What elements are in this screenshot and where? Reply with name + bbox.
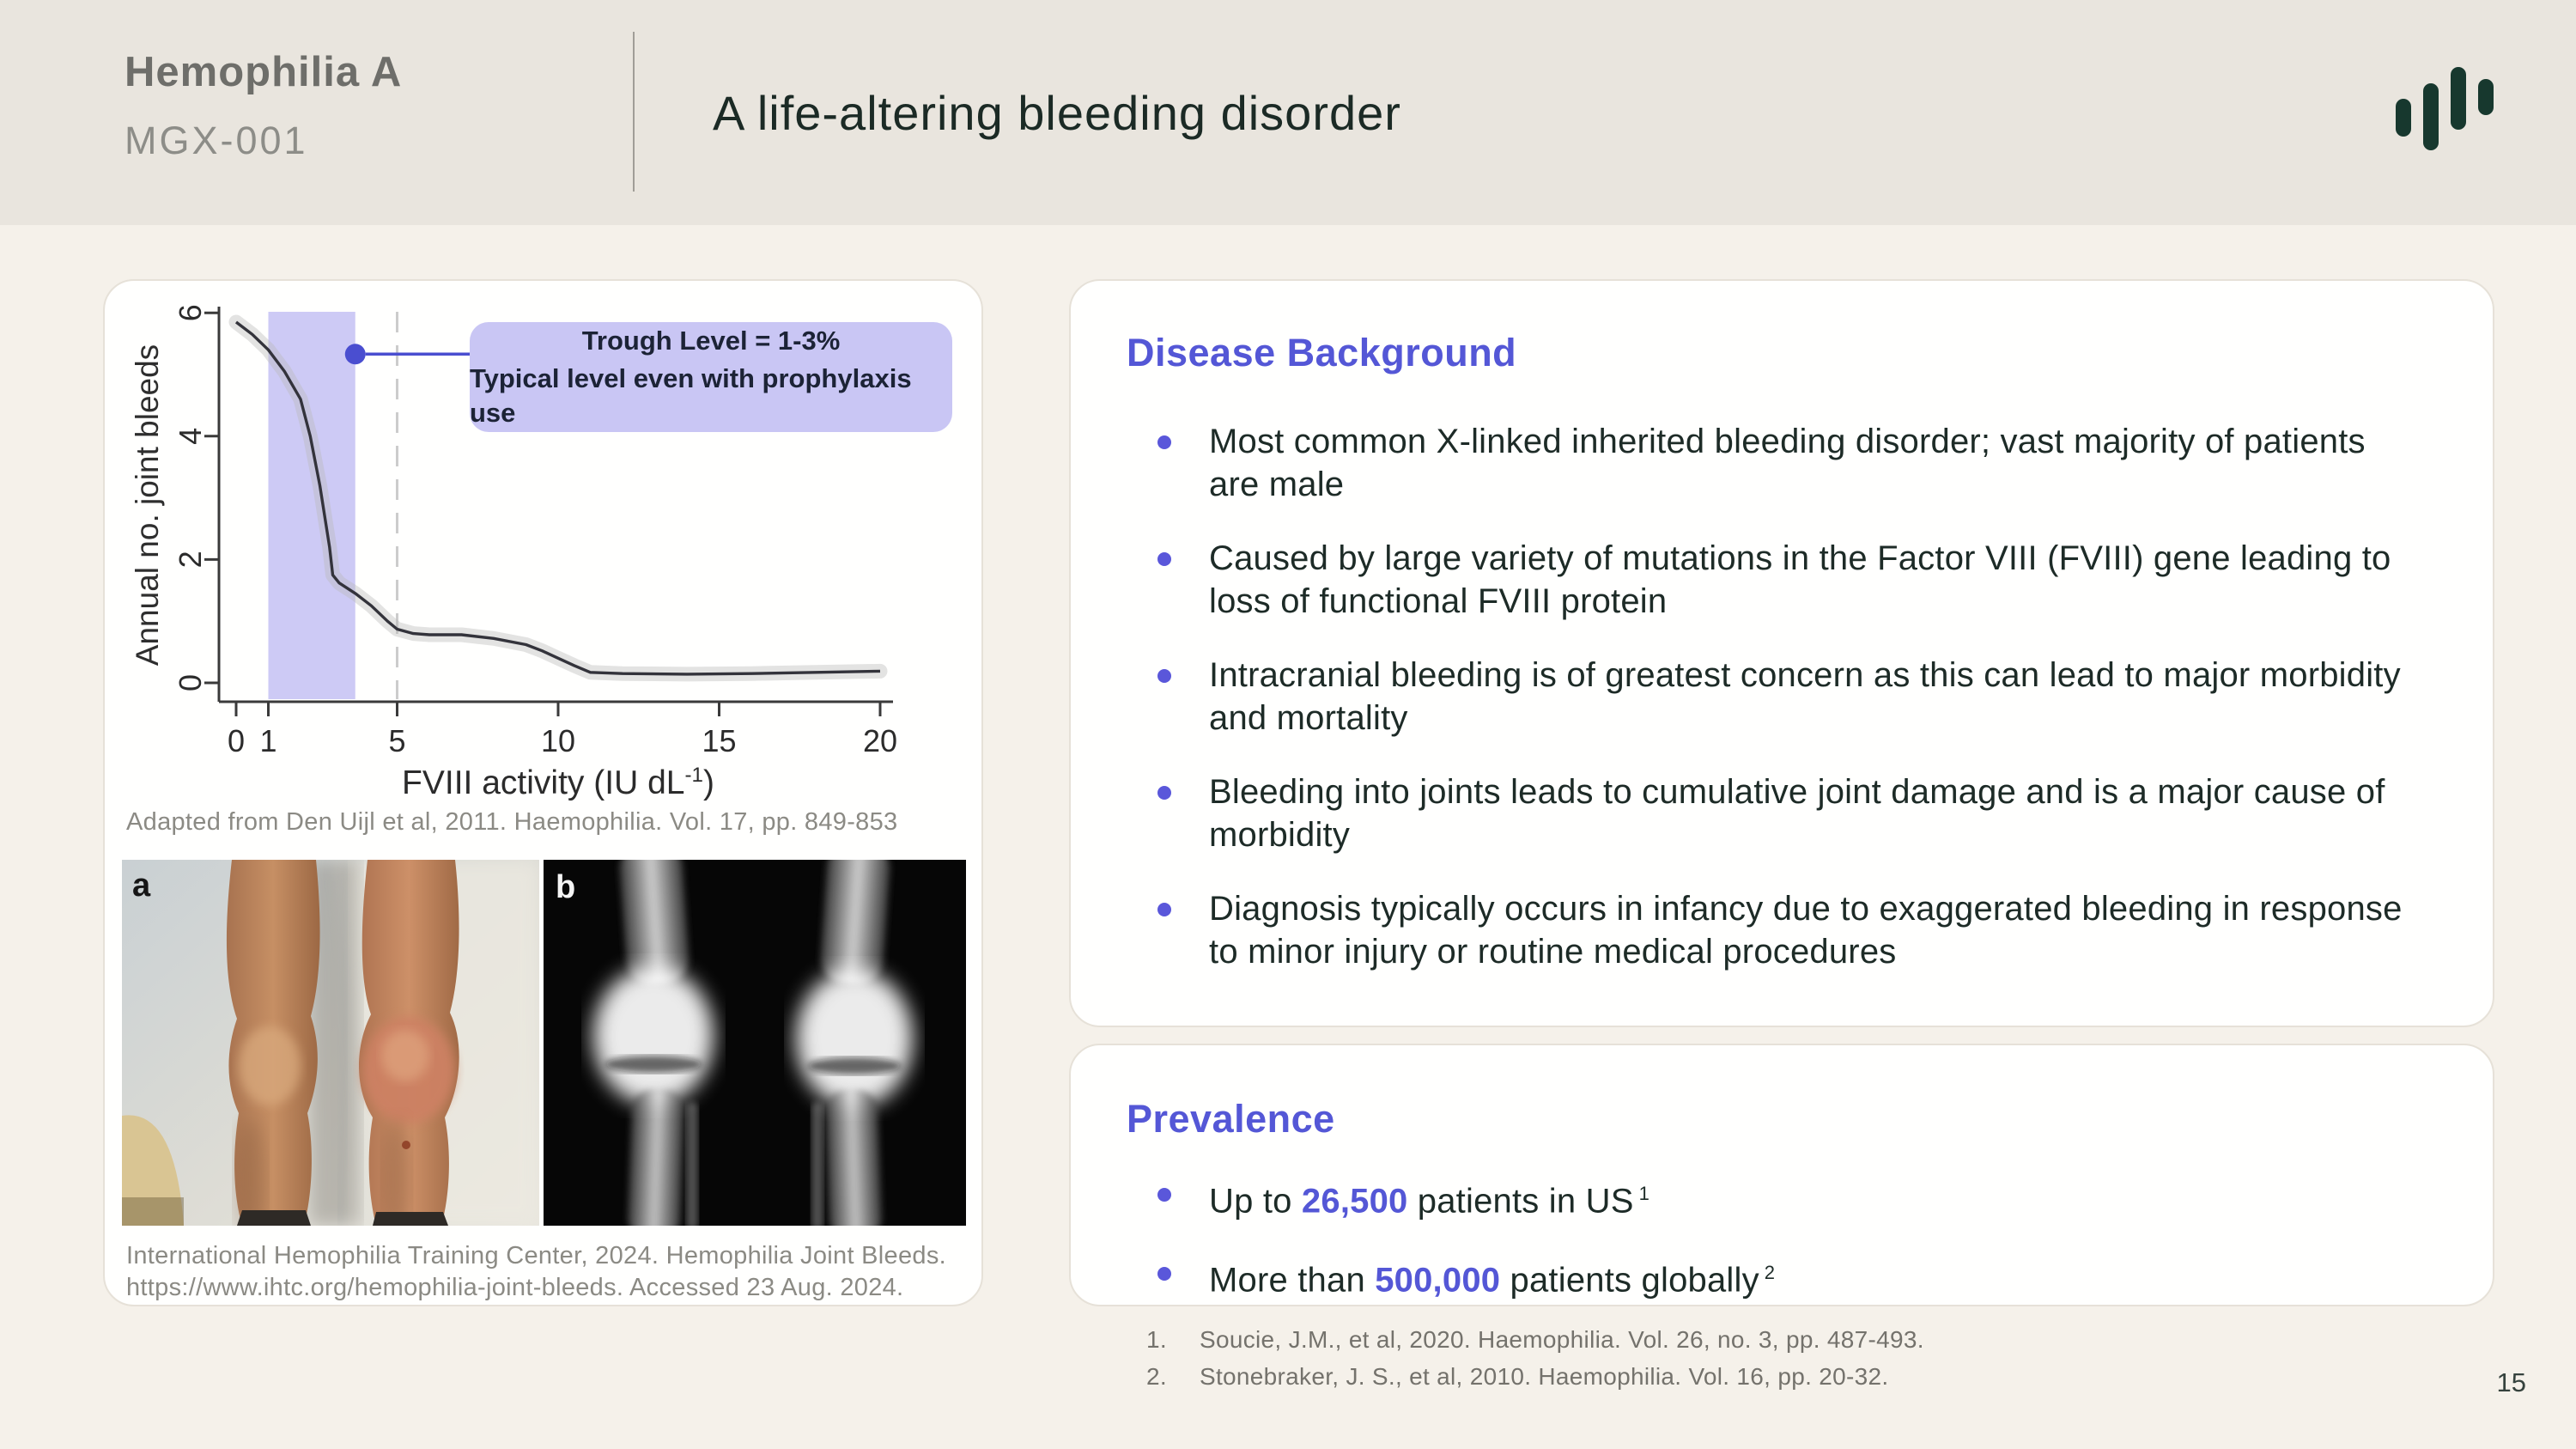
disease-background-list (1127, 420, 2433, 973)
svg-text:15: 15 (702, 723, 737, 758)
bullet-dot-icon (1157, 1188, 1171, 1202)
callout-line2: Typical level even with prophylaxis use (470, 363, 912, 428)
list-item (1127, 420, 2433, 506)
stat-prefix: More than (1209, 1261, 1376, 1300)
stat-prefix: Up to (1209, 1182, 1302, 1221)
company-logo-icon (2394, 67, 2502, 161)
chart-card (103, 279, 983, 1306)
svg-text:6: 6 (173, 304, 208, 322)
footnotes (1146, 1326, 1924, 1400)
prevalence-heading: Prevalence (1127, 1097, 1335, 1141)
footnote-row (1146, 1326, 1924, 1354)
footnote-number: 1. (1146, 1326, 1167, 1353)
bullet-text: Intracranial bleeding is of greatest concern as this can lead to major morbidity and mortality (1209, 656, 2401, 737)
trough-level-callout (470, 322, 952, 432)
image-source-line1: International Hemophilia Training Center, 2024. Hemophilia Joint Bleeds. (126, 1242, 946, 1269)
bullet-dot-icon (1157, 1267, 1171, 1281)
bullet-dot-icon (1157, 786, 1171, 800)
header-divider (633, 32, 635, 192)
image-a-label: a (132, 868, 151, 904)
bullet-text: Caused by large variety of mutations in the Factor VIII (FVIII) gene leading to loss of functional FVIII protein (1209, 539, 2391, 620)
bullet-dot-icon (1157, 669, 1171, 683)
annotation-dot (345, 344, 366, 364)
product-name: Hemophilia A (125, 49, 403, 95)
svg-text:20: 20 (862, 723, 898, 758)
svg-text:0: 0 (227, 723, 246, 758)
list-item (1127, 770, 2433, 856)
stat-value: 500,000 (1375, 1261, 1501, 1300)
bullet-dot-icon (1157, 435, 1171, 449)
svg-text:1: 1 (259, 723, 277, 758)
footnote-row (1146, 1363, 1924, 1391)
slide-title: A life-altering bleeding disorder (713, 85, 1401, 140)
svg-text:5: 5 (388, 723, 406, 758)
bullet-text: Most common X-linked inherited bleeding disorder; vast majority of patients are male (1209, 423, 2366, 503)
list-item (1127, 887, 2433, 973)
image-source-line2: https://www.ihtc.org/hemophilia-joint-bleeds. Accessed 23 Aug. 2024. (126, 1274, 904, 1301)
bullet-text: Diagnosis typically occurs in infancy due to exaggerated bleeding in response to minor injury or routine medical procedures (1209, 890, 2403, 971)
disease-background-card (1069, 279, 2494, 1027)
svg-text:4: 4 (173, 427, 208, 445)
header-band (0, 0, 2576, 225)
joint-bleeds-chart (105, 281, 985, 801)
footnote-marker: 1 (1638, 1183, 1650, 1204)
y-axis-title: Annual no. joint bleeds (130, 344, 165, 667)
list-item (1127, 1172, 2433, 1222)
stat-suffix: patients globally (1500, 1261, 1759, 1300)
image-b-label: b (556, 869, 576, 905)
prevalence-list (1127, 1172, 2433, 1302)
bullet-text: Bleeding into joints leads to cumulative joint damage and is a major cause of morbidity (1209, 773, 2385, 854)
bullet-text (1209, 1251, 1775, 1301)
footnote-number: 2. (1146, 1363, 1167, 1390)
stat-suffix: patients in US (1407, 1182, 1634, 1221)
x-axis-ticks (228, 702, 897, 758)
callout-line1: Trough Level = 1-3% (581, 326, 841, 356)
svg-text:10: 10 (540, 723, 576, 758)
x-axis-title (236, 764, 880, 802)
x-axis-title-main: FVIII activity (IU dL (402, 764, 685, 801)
footnote-marker: 2 (1764, 1262, 1776, 1284)
bullet-dot-icon (1157, 903, 1171, 916)
y-axis-ticks (173, 304, 219, 691)
chart-source-citation: Adapted from Den Uijl et al, 2011. Haemophilia. Vol. 17, pp. 849-853 (126, 808, 898, 836)
footnote-text: Stonebraker, J. S., et al, 2010. Haemophilia. Vol. 16, pp. 20-32. (1200, 1363, 1889, 1390)
knee-photo-image (122, 860, 539, 1226)
svg-text:0: 0 (173, 673, 208, 692)
list-item (1127, 654, 2433, 740)
list-item (1127, 1251, 2433, 1301)
knee-xray-image (544, 860, 966, 1226)
bullet-text (1209, 1172, 1649, 1222)
brand-block (125, 48, 402, 163)
list-item (1127, 537, 2433, 623)
svg-text:2: 2 (173, 551, 208, 569)
x-axis-title-superscript: -1 (684, 764, 703, 787)
bullet-dot-icon (1157, 552, 1171, 566)
page-number: 15 (2496, 1367, 2526, 1397)
footnote-text: Soucie, J.M., et al, 2020. Haemophilia. Vol. 26, no. 3, pp. 487-493. (1200, 1326, 1924, 1353)
prevalence-card (1069, 1044, 2494, 1306)
clinical-images-row (122, 860, 966, 1226)
disease-background-heading: Disease Background (1127, 331, 1517, 374)
program-code: MGX-001 (125, 119, 308, 162)
stat-value: 26,500 (1301, 1182, 1408, 1221)
image-source-citation (126, 1240, 946, 1304)
x-axis-title-close: ) (702, 764, 714, 801)
